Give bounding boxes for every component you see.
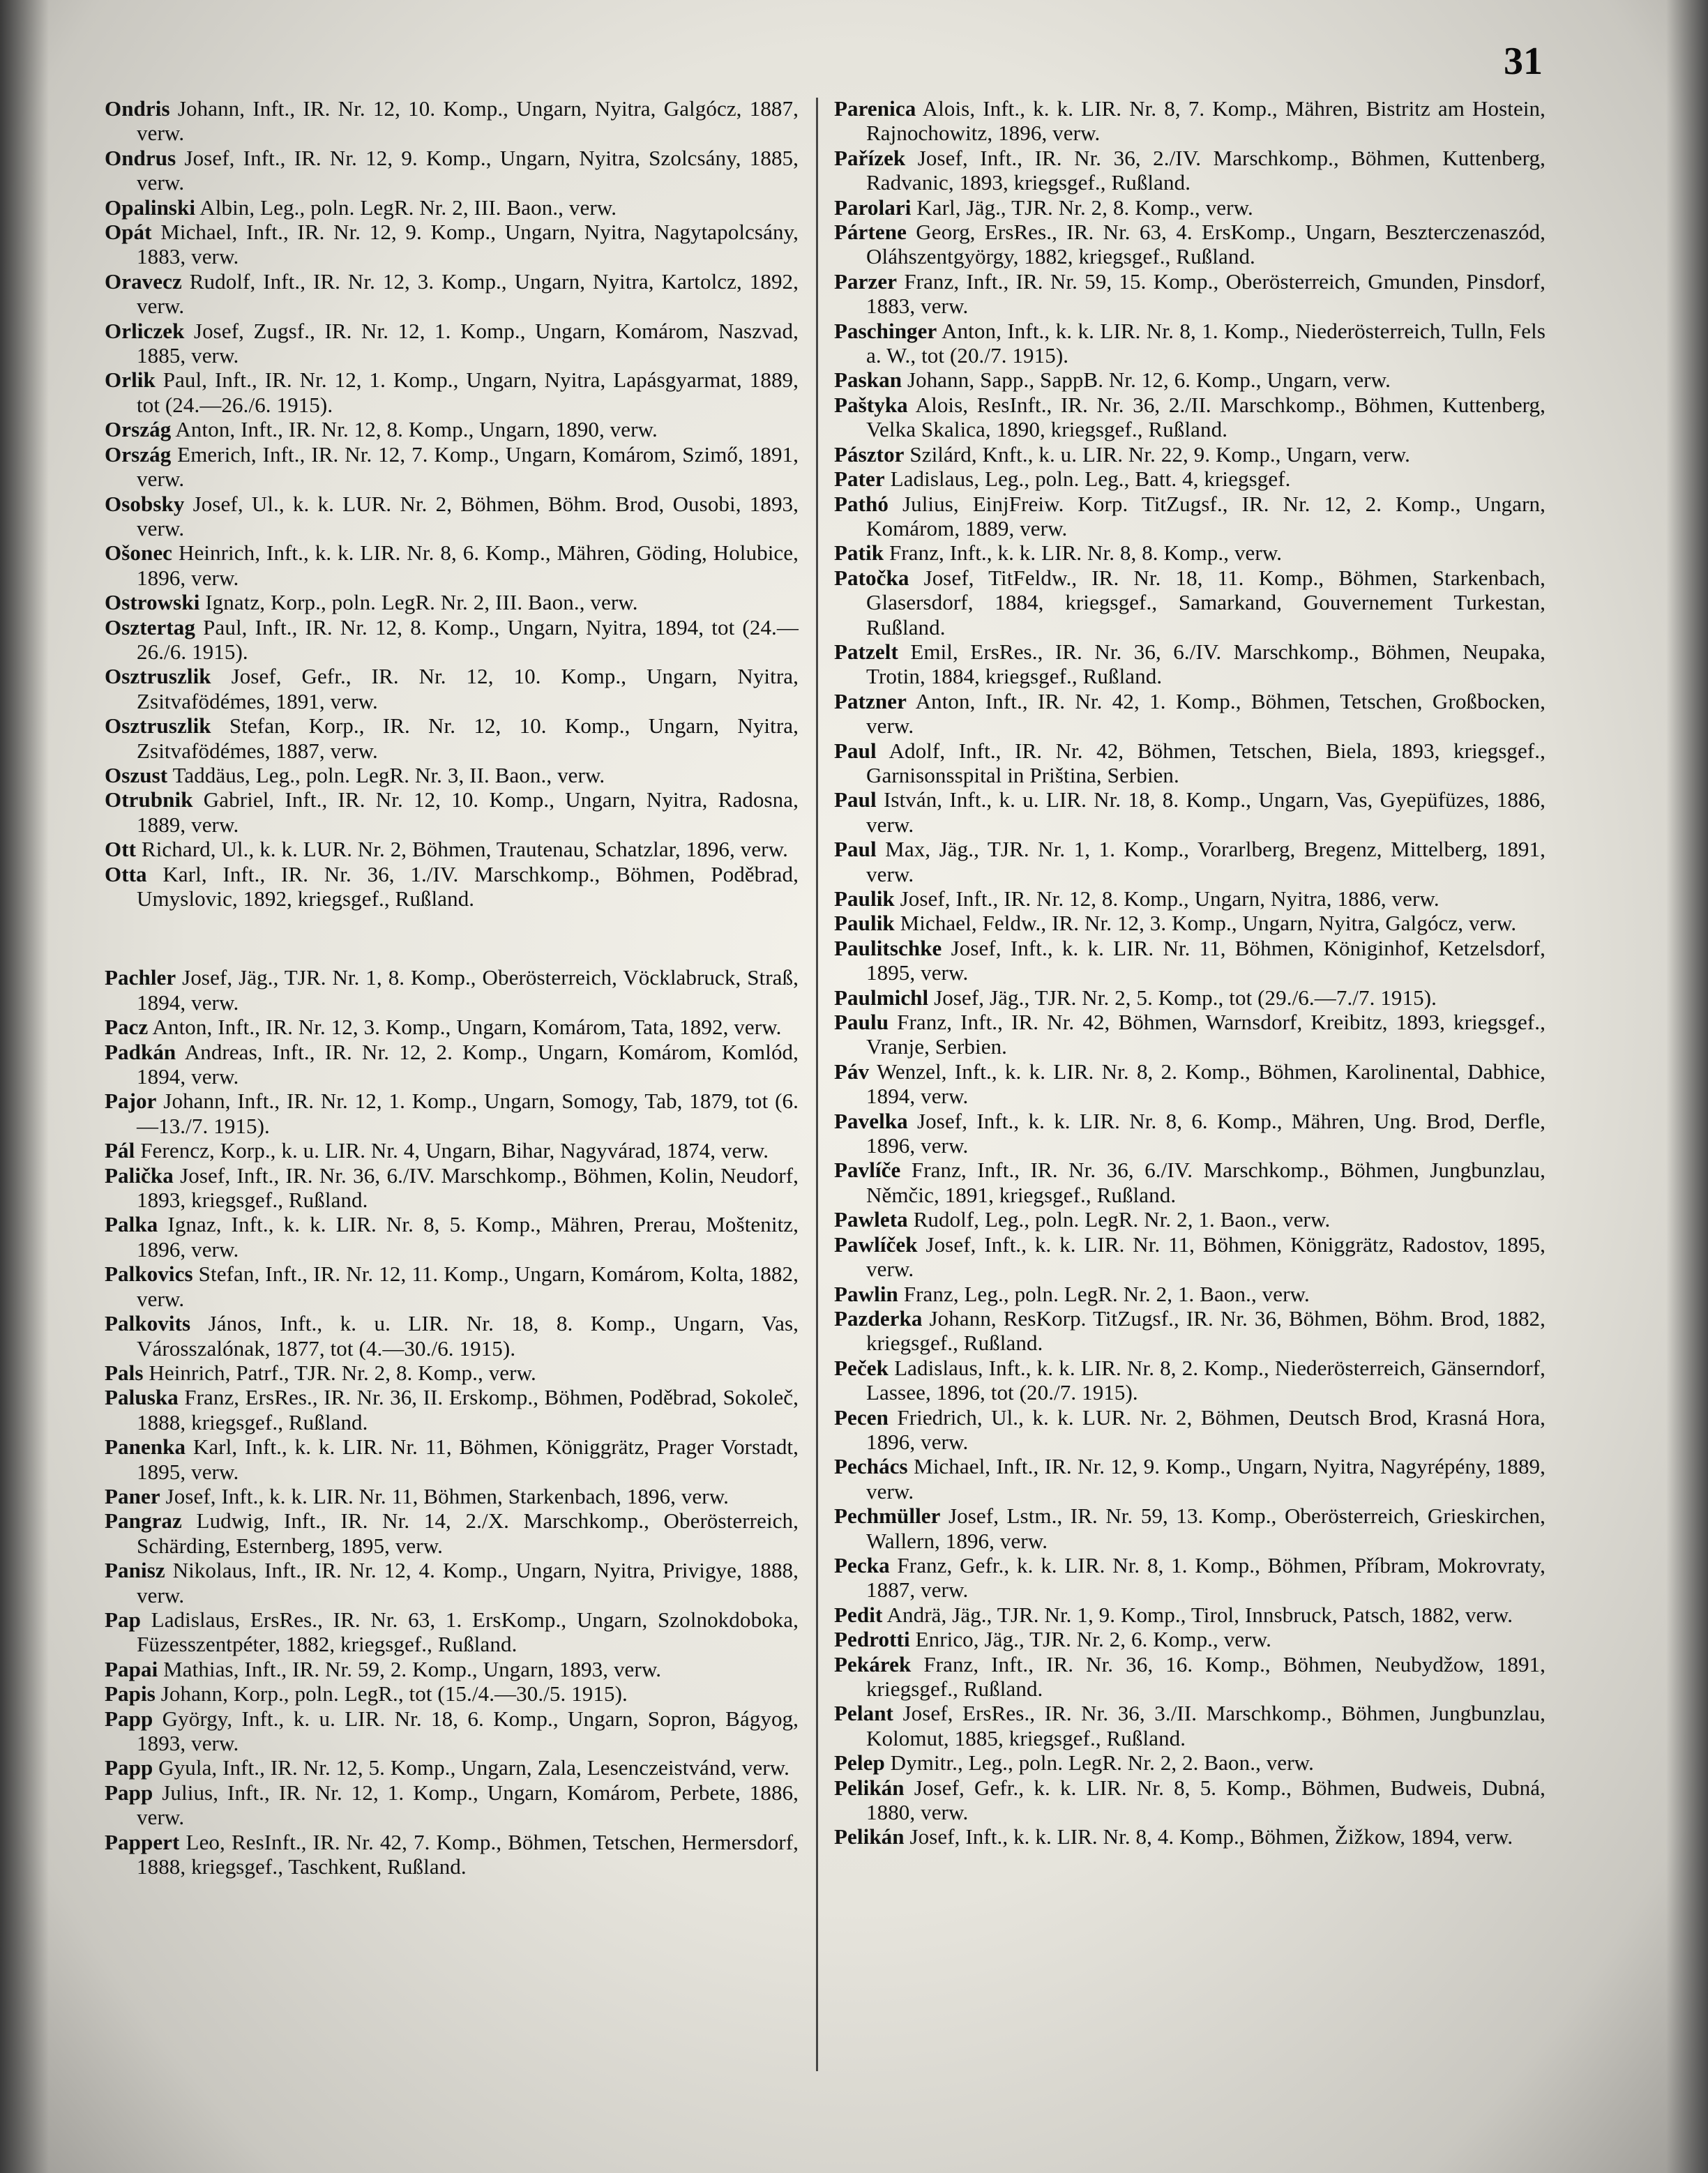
casualty-entry	[105, 1681, 799, 1706]
casualty-entry	[105, 195, 799, 220]
casualty-entry	[834, 1824, 1545, 1849]
casualty-entry	[834, 1775, 1545, 1825]
casualty-entry	[105, 1780, 799, 1830]
entry-surname: Pals	[105, 1360, 144, 1385]
casualty-entry	[834, 1627, 1545, 1651]
entry-surname: Osztruszlik	[105, 713, 211, 739]
casualty-entry	[834, 566, 1545, 639]
entry-details: Josef, Inft., IR. Nr. 12, 8. Komp., Ungarn, Nyitra, 1886, verw.	[894, 886, 1439, 911]
entry-surname: Ondrus	[105, 145, 176, 170]
entry-details: Anton, Inft., IR. Nr. 42, 1. Komp., Böhmen, Tetschen, Großbocken, verw.	[866, 688, 1545, 739]
entry-surname: Pařízek	[834, 145, 906, 170]
entry-surname: Opát	[105, 220, 152, 245]
entry-details: Richard, Ul., k. k. LUR. Nr. 2, Böhmen, Trautenau, Schatzlar, 1896, verw.	[136, 837, 788, 862]
entry-details: Rudolf, Inft., IR. Nr. 12, 3. Komp., Ungarn, Nyitra, Kartolcz, 1892, verw.	[137, 268, 799, 319]
entry-surname: Pásztor	[834, 441, 905, 467]
entry-details: Josef, Gefr., IR. Nr. 12, 10. Komp., Ungarn, Nyitra, Zsitvafödémes, 1891, verw.	[137, 664, 799, 713]
casualty-entry	[105, 220, 799, 269]
entry-surname: Papp	[105, 1755, 153, 1780]
entry-details: Josef, Jäg., TJR. Nr. 2, 5. Komp., tot (29./6.—7./7. 1915).	[928, 985, 1437, 1010]
entry-details: Josef, Inft., k. k. LIR. Nr. 11, Böhmen, Starkenbach, 1896, verw.	[160, 1483, 730, 1508]
casualty-entry	[105, 1706, 799, 1756]
entry-details: Ladislaus, ErsRes., IR. Nr. 63, 1. ErsKomp., Ungarn, Szolnokdoboka, Füzesszentpéter, 1882, kriegsgef., Rußland.	[137, 1607, 799, 1657]
entry-surname: Pelikán	[834, 1775, 905, 1800]
entry-details: Ladislaus, Leg., poln. Leg., Batt. 4, kriegsgef.	[884, 467, 1291, 492]
entry-details: Dymitr., Leg., poln. LegR. Nr. 2, 2. Baon., verw.	[884, 1750, 1314, 1775]
entry-details: Johann, Sapp., SappB. Nr. 12, 6. Komp., Ungarn, verw.	[902, 368, 1391, 393]
casualty-entry	[105, 787, 799, 837]
entry-surname: Otrubnik	[105, 787, 193, 812]
entry-surname: Pechács	[834, 1454, 908, 1479]
casualty-entry	[105, 269, 799, 319]
entry-surname: Pap	[105, 1607, 141, 1632]
casualty-entry	[834, 442, 1545, 467]
entry-surname: Pavelka	[834, 1108, 908, 1133]
casualty-entry	[834, 540, 1545, 565]
casualty-entry	[105, 713, 799, 763]
entry-details: Gyula, Inft., IR. Nr. 12, 5. Komp., Ungarn, Zala, Lesenczeistvánd, verw.	[153, 1755, 789, 1780]
page-number: 31	[1504, 40, 1543, 83]
casualty-entry	[834, 639, 1545, 689]
entry-details: Andrä, Jäg., TJR. Nr. 1, 9. Komp., Tirol, Innsbruck, Patsch, 1882, verw.	[882, 1602, 1513, 1627]
casualty-entry	[834, 1356, 1545, 1405]
casualty-entry	[105, 146, 799, 195]
casualty-entry	[105, 1311, 799, 1361]
entry-surname: Ondris	[105, 96, 170, 121]
entry-details: Karl, Inft., k. k. LIR. Nr. 11, Böhmen, Königgrätz, Prager Vorstadt, 1895, verw.	[137, 1434, 799, 1484]
entry-details: Nikolaus, Inft., IR. Nr. 12, 4. Komp., Ungarn, Nyitra, Privigye, 1888, verw.	[137, 1558, 799, 1607]
casualty-entry	[105, 540, 799, 590]
entry-surname: Parenica	[834, 96, 916, 121]
entry-surname: Ošonec	[105, 540, 173, 566]
casualty-entry	[105, 664, 799, 713]
entry-surname: Paulitschke	[834, 935, 942, 960]
entry-surname: Oravecz	[105, 268, 182, 294]
entry-surname: Panenka	[105, 1434, 186, 1460]
entry-details: Josef, Zugsf., IR. Nr. 12, 1. Komp., Ungarn, Komárom, Naszvad, 1885, verw.	[137, 318, 799, 368]
entry-surname: Palka	[105, 1212, 158, 1237]
casualty-entry	[105, 1755, 799, 1780]
entry-surname: Pangraz	[105, 1508, 182, 1534]
casualty-entry	[834, 886, 1545, 911]
entry-surname: Ott	[105, 837, 137, 862]
entry-details: Karl, Inft., IR. Nr. 36, 1./IV. Marschkomp., Böhmen, Poděbrad, Umyslovic, 1892, kriegsgef., Rußland.	[137, 861, 799, 911]
entry-details: Julius, EinjFreiw. Korp. TitZugsf., IR. Nr. 12, 2. Komp., Ungarn, Komárom, 1889, verw.	[866, 491, 1545, 540]
entry-details: Josef, TitFeldw., IR. Nr. 18, 11. Komp., Böhmen, Starkenbach, Glasersdorf, 1884, kriegsgef., Samarkand, Gouvernement Turkestan, Rußland.	[866, 565, 1545, 639]
casualty-entry	[105, 615, 799, 665]
casualty-entry	[105, 1607, 799, 1657]
entry-details: Franz, Gefr., k. k. LIR. Nr. 8, 1. Komp., Böhmen, Příbram, Mokrovraty, 1887, verw.	[866, 1552, 1545, 1603]
page-edge-shadow-right	[1666, 0, 1708, 2173]
casualty-entry	[834, 319, 1545, 368]
entry-details: Karl, Jäg., TJR. Nr. 2, 8. Komp., verw.	[911, 195, 1253, 220]
entry-details: Stefan, Inft., IR. Nr. 12, 11. Komp., Ungarn, Komárom, Kolta, 1882, verw.	[137, 1262, 799, 1311]
entry-surname: Papp	[105, 1780, 153, 1805]
casualty-entry	[834, 1232, 1545, 1282]
entry-details: Franz, Inft., k. k. LIR. Nr. 8, 8. Komp., verw.	[884, 540, 1283, 566]
casualty-entry	[834, 837, 1545, 886]
entry-surname: Ostrowski	[105, 590, 200, 615]
casualty-entry	[834, 146, 1545, 195]
entry-details: Franz, Inft., IR. Nr. 42, Böhmen, Warnsdorf, Kreibitz, 1893, kriegsgef., Vranje, Serbien.	[866, 1010, 1545, 1059]
entry-details: Friedrich, Ul., k. k. LUR. Nr. 2, Böhmen, Deutsch Brod, Krasná Hora, 1896, verw.	[866, 1404, 1545, 1454]
entry-details: Anton, Inft., k. k. LIR. Nr. 8, 1. Komp., Niederösterreich, Tulln, Fels a. W., tot (20./7. 1915).	[866, 318, 1545, 368]
entry-details: Josef, Inft., k. k. LIR. Nr. 11, Böhmen, Königinhof, Ketzelsdorf, 1895, verw.	[866, 935, 1545, 985]
entry-surname: Pedrotti	[834, 1627, 910, 1652]
page-edge-shadow-left	[0, 0, 49, 2173]
casualty-entry	[105, 1361, 799, 1385]
casualty-entry	[834, 1306, 1545, 1356]
casualty-entry	[834, 1701, 1545, 1750]
right-column	[834, 96, 1545, 1849]
entry-surname: Pazderka	[834, 1305, 923, 1331]
entry-surname: Papis	[105, 1681, 156, 1706]
entry-details: Josef, Gefr., k. k. LIR. Nr. 8, 5. Komp., Böhmen, Budweis, Dubná, 1880, verw.	[866, 1775, 1545, 1825]
entry-details: Taddäus, Leg., poln. LegR. Nr. 3, II. Baon., verw.	[167, 762, 605, 787]
casualty-entry	[105, 1508, 799, 1558]
entry-surname: Patočka	[834, 565, 909, 590]
entry-details: Andreas, Inft., IR. Nr. 12, 2. Komp., Ungarn, Komárom, Komlód, 1894, verw.	[137, 1039, 799, 1089]
casualty-entry	[834, 467, 1545, 491]
entry-details: Michael, Feldw., IR. Nr. 12, 3. Komp., Ungarn, Nyitra, Galgócz, verw.	[894, 911, 1517, 936]
casualty-entry	[105, 1657, 799, 1681]
entry-surname: Pajor	[105, 1089, 157, 1114]
casualty-entry	[105, 1212, 799, 1262]
entry-surname: Pelep	[834, 1750, 885, 1775]
entry-surname: Pappert	[105, 1829, 180, 1854]
column-divider	[816, 98, 818, 2071]
casualty-entry	[105, 1830, 799, 1879]
entry-details: Franz, Leg., poln. LegR. Nr. 2, 1. Baon., verw.	[898, 1281, 1310, 1306]
entry-details: Paul, Inft., IR. Nr. 12, 8. Komp., Ungarn, Nyitra, 1894, tot (24.—26./6. 1915).	[137, 614, 799, 664]
entry-surname: Palkovits	[105, 1311, 191, 1336]
entry-surname: Pál	[105, 1138, 135, 1163]
entry-details: Josef, ErsRes., IR. Nr. 36, 3./II. Marschkomp., Böhmen, Jungbunzlau, Kolomut, 1885, kriegsgef., Rußland.	[866, 1701, 1545, 1750]
casualty-entry	[834, 1059, 1545, 1109]
entry-surname: Oszust	[105, 762, 168, 787]
entry-surname: Panisz	[105, 1558, 165, 1583]
entry-surname: Patik	[834, 540, 884, 566]
casualty-entry	[834, 1207, 1545, 1232]
casualty-entry	[105, 1262, 799, 1311]
entry-surname: Papai	[105, 1656, 158, 1681]
casualty-entry	[834, 787, 1545, 837]
casualty-entry	[834, 1109, 1545, 1158]
casualty-entry	[834, 936, 1545, 985]
entry-surname: Paulu	[834, 1010, 889, 1035]
casualty-entry	[834, 1504, 1545, 1553]
entry-details: Franz, ErsRes., IR. Nr. 36, II. Erskomp., Böhmen, Poděbrad, Sokoleč, 1888, kriegsgef., Rußland.	[137, 1385, 799, 1434]
casualty-entry	[834, 195, 1545, 220]
entry-details: Paul, Inft., IR. Nr. 12, 1. Komp., Ungarn, Nyitra, Lapásgyarmat, 1889, tot (24.—26./6. 1915).	[137, 368, 799, 417]
casualty-entry	[834, 1010, 1545, 1059]
entry-surname: Otta	[105, 861, 147, 886]
entry-details: Szilárd, Knft., k. u. LIR. Nr. 22, 9. Komp., Ungarn, verw.	[904, 441, 1410, 467]
entry-details: Johann, Inft., IR. Nr. 12, 10. Komp., Ungarn, Nyitra, Galgócz, 1887, verw.	[137, 96, 799, 146]
casualty-entry	[105, 1558, 799, 1607]
entry-surname: Pechmüller	[834, 1504, 941, 1529]
entry-surname: Pártene	[834, 220, 907, 245]
entry-details: Stefan, Korp., IR. Nr. 12, 10. Komp., Ungarn, Nyitra, Zsitvafödémes, 1887, verw.	[137, 713, 799, 763]
entry-details: Ferencz, Korp., k. u. LIR. Nr. 4, Ungarn, Bihar, Nagyvárad, 1874, verw.	[135, 1138, 769, 1163]
entry-details: Josef, Inft., IR. Nr. 36, 2./IV. Marschkomp., Böhmen, Kuttenberg, Radvanic, 1893, kriegsgef., Rußland.	[866, 145, 1545, 195]
entry-details: Max, Jäg., TJR. Nr. 1, 1. Komp., Vorarlberg, Bregenz, Mittelberg, 1891, verw.	[866, 837, 1545, 886]
entry-details: Josef, Inft., k. k. LIR. Nr. 11, Böhmen, Königgrätz, Radostov, 1895, verw.	[866, 1232, 1545, 1282]
entry-details: Josef, Lstm., IR. Nr. 59, 13. Komp., Oberösterreich, Grieskirchen, Wallern, 1896, verw.	[866, 1504, 1545, 1553]
entry-surname: Paner	[105, 1483, 160, 1508]
casualty-entry	[105, 965, 799, 1015]
casualty-entry	[105, 1089, 799, 1138]
casualty-entry	[834, 492, 1545, 541]
entry-surname: Pavlíče	[834, 1158, 901, 1183]
casualty-entry	[834, 1158, 1545, 1207]
entry-details: Georg, ErsRes., IR. Nr. 63, 4. ErsKomp., Ungarn, Beszterczenaszód, Oláhszentgyörgy, 1882, kriegsgef., Rußland.	[866, 220, 1545, 269]
entry-surname: Pacz	[105, 1015, 149, 1040]
entry-details: Anton, Inft., IR. Nr. 12, 8. Komp., Ungarn, 1890, verw.	[171, 417, 658, 442]
left-column	[105, 96, 799, 1879]
entry-surname: Pater	[834, 467, 885, 492]
casualty-entry	[105, 1040, 799, 1089]
entry-surname: Pecen	[834, 1404, 889, 1430]
casualty-entry	[105, 319, 799, 368]
casualty-entry	[834, 1454, 1545, 1504]
entry-details: Gabriel, Inft., IR. Nr. 12, 10. Komp., Ungarn, Nyitra, Radosna, 1889, verw.	[137, 787, 799, 837]
casualty-entry	[105, 763, 799, 787]
entry-details: Heinrich, Inft., k. k. LIR. Nr. 8, 6. Komp., Mähren, Göding, Holubice, 1896, verw.	[137, 540, 799, 590]
casualty-entry	[834, 269, 1545, 319]
entry-surname: Pedit	[834, 1602, 883, 1627]
entry-details: István, Inft., k. u. LIR. Nr. 18, 8. Komp., Ungarn, Vas, Gyepüfüzes, 1886, verw.	[866, 787, 1545, 837]
entry-details: Alois, ResInft., IR. Nr. 36, 2./II. Marschkomp., Böhmen, Kuttenberg, Velka Skalica, 1890, kriegsgef., Rußland.	[866, 392, 1545, 442]
entry-details: Ludwig, Inft., IR. Nr. 14, 2./X. Marschkomp., Oberösterreich, Schärding, Esternberg, 1895, verw.	[137, 1508, 799, 1558]
entry-details: Franz, Inft., IR. Nr. 36, 16. Komp., Böhmen, Neubydžow, 1891, kriegsgef., Rußland.	[866, 1651, 1545, 1701]
entry-details: Ignatz, Korp., poln. LegR. Nr. 2, III. Baon., verw.	[199, 590, 638, 615]
casualty-entry	[834, 689, 1545, 739]
casualty-entry	[834, 1652, 1545, 1702]
entry-surname: Paschinger	[834, 318, 937, 343]
entry-details: Wenzel, Inft., k. k. LIR. Nr. 8, 2. Komp., Böhmen, Karolinental, Dabhice, 1894, verw.	[866, 1059, 1545, 1109]
casualty-entry	[834, 1405, 1545, 1455]
entry-surname: Orlik	[105, 368, 156, 393]
entry-surname: Páv	[834, 1059, 870, 1084]
entry-surname: Ország	[105, 441, 172, 467]
casualty-entry	[105, 590, 799, 614]
entry-details: Michael, Inft., IR. Nr. 12, 9. Komp., Ungarn, Nyitra, Nagyrépény, 1889, verw.	[866, 1454, 1545, 1504]
casualty-entry	[105, 1138, 799, 1163]
entry-details: Alois, Inft., k. k. LIR. Nr. 8, 7. Komp., Mähren, Bistritz am Hostein, Rajnochowitz, 1896, verw.	[866, 96, 1545, 146]
entry-details: Anton, Inft., IR. Nr. 12, 3. Komp., Ungarn, Komárom, Tata, 1892, verw.	[148, 1015, 782, 1040]
entry-surname: Paštyka	[834, 392, 908, 417]
entry-surname: Osztertag	[105, 614, 196, 639]
entry-surname: Palička	[105, 1163, 174, 1188]
entry-surname: Paul	[834, 787, 877, 812]
entry-surname: Parzer	[834, 268, 898, 294]
casualty-entry	[834, 1553, 1545, 1603]
entry-surname: Pelant	[834, 1701, 893, 1726]
entry-surname: Paskan	[834, 368, 902, 393]
casualty-entry	[105, 1434, 799, 1484]
casualty-entry	[105, 1015, 799, 1039]
entry-details: Heinrich, Patrf., TJR. Nr. 2, 8. Komp., verw.	[143, 1360, 536, 1385]
entry-details: Michael, Inft., IR. Nr. 12, 9. Komp., Ungarn, Nyitra, Nagytapolcsány, 1883, verw.	[137, 220, 799, 269]
entry-surname: Peček	[834, 1355, 889, 1380]
entry-details: János, Inft., k. u. LIR. Nr. 18, 8. Komp., Ungarn, Vas, Városszalónak, 1877, tot (4.—30./6. 1915).	[137, 1311, 799, 1361]
casualty-entry	[105, 862, 799, 911]
entry-details: Johann, Korp., poln. LegR., tot (15./4.—30./5. 1915).	[155, 1681, 628, 1706]
entry-details: Mathias, Inft., IR. Nr. 59, 2. Komp., Ungarn, 1893, verw.	[158, 1656, 662, 1681]
entry-details: Johann, ResKorp. TitZugsf., IR. Nr. 36, Böhmen, Böhm. Brod, 1882, kriegsgef., Rußland.	[866, 1305, 1545, 1356]
entry-surname: Paulik	[834, 911, 895, 936]
casualty-entry	[834, 220, 1545, 269]
casualty-entry	[105, 1484, 799, 1508]
entry-surname: Pekárek	[834, 1651, 912, 1676]
entry-surname: Paulik	[834, 886, 895, 911]
entry-details: Josef, Inft., IR. Nr. 12, 9. Komp., Ungarn, Nyitra, Szolcsány, 1885, verw.	[137, 145, 799, 195]
entry-surname: Pachler	[105, 965, 176, 990]
casualty-entry	[834, 1750, 1545, 1775]
entry-details: Josef, Inft., k. k. LIR. Nr. 8, 6. Komp., Mähren, Ung. Brod, Derfle, 1896, verw.	[866, 1108, 1545, 1158]
casualty-entry	[834, 368, 1545, 392]
entry-surname: Pelikán	[834, 1824, 905, 1849]
casualty-entry	[834, 739, 1545, 788]
entry-details: György, Inft., k. u. LIR. Nr. 18, 6. Komp., Ungarn, Sopron, Bágyog, 1893, verw.	[137, 1706, 799, 1755]
casualty-entry	[105, 1163, 799, 1213]
entry-details: Josef, Ul., k. k. LUR. Nr. 2, Böhmen, Böhm. Brod, Ousobi, 1893, verw.	[137, 491, 799, 540]
casualty-entry	[105, 1385, 799, 1434]
entry-surname: Paul	[834, 738, 877, 763]
entry-surname: Patzelt	[834, 639, 898, 664]
entry-surname: Ország	[105, 417, 172, 442]
entry-surname: Pawlin	[834, 1281, 898, 1306]
casualty-entry	[105, 96, 799, 146]
entry-surname: Orliczek	[105, 318, 185, 343]
entry-details: Rudolf, Leg., poln. LegR. Nr. 2, 1. Baon., verw.	[907, 1207, 1331, 1232]
entry-surname: Pathó	[834, 491, 889, 516]
entry-details: Franz, Inft., IR. Nr. 36, 6./IV. Marschkomp., Böhmen, Jungbunzlau, Němčic, 1891, kriegsgef., Rußland.	[866, 1158, 1545, 1207]
casualty-entry	[105, 492, 799, 541]
entry-surname: Patzner	[834, 688, 907, 713]
entry-surname: Opalinski	[105, 195, 196, 220]
entry-surname: Parolari	[834, 195, 912, 220]
casualty-entry	[105, 442, 799, 492]
entry-details: Leo, ResInft., IR. Nr. 42, 7. Komp., Böhmen, Tetschen, Hermersdorf, 1888, kriegsgef., Taschkent, Rußland.	[137, 1829, 799, 1879]
entry-surname: Pawlíček	[834, 1232, 918, 1257]
entry-details: Ladislaus, Inft., k. k. LIR. Nr. 8, 2. Komp., Niederösterreich, Gänserndorf, Lassee, 1896, tot (20./7. 1915).	[866, 1355, 1545, 1405]
entry-surname: Paluska	[105, 1385, 179, 1410]
casualty-entry	[105, 837, 799, 861]
entry-details: Josef, Jäg., TJR. Nr. 1, 8. Komp., Oberösterreich, Vöcklabruck, Straß, 1894, verw.	[137, 965, 799, 1015]
entry-surname: Papp	[105, 1706, 153, 1731]
entry-surname: Paulmichl	[834, 985, 929, 1010]
casualty-entry	[834, 1282, 1545, 1306]
casualty-entry	[105, 417, 799, 441]
entry-details: Enrico, Jäg., TJR. Nr. 2, 6. Komp., verw.	[909, 1627, 1271, 1652]
entry-details: Adolf, Inft., IR. Nr. 42, Böhmen, Tetschen, Biela, 1893, kriegsgef., Garnisonsspital in Priština, Serbien.	[866, 738, 1545, 787]
entry-details: Emil, ErsRes., IR. Nr. 36, 6./IV. Marschkomp., Böhmen, Neupaka, Trotin, 1884, kriegsgef., Rußland.	[866, 639, 1545, 689]
entry-details: Josef, Inft., k. k. LIR. Nr. 8, 4. Komp., Böhmen, Žižkow, 1894, verw.	[904, 1824, 1513, 1849]
entry-details: Ignaz, Inft., k. k. LIR. Nr. 8, 5. Komp., Mähren, Prerau, Moštenitz, 1896, verw.	[137, 1212, 799, 1262]
entry-surname: Pawleta	[834, 1207, 908, 1232]
casualty-entry	[834, 985, 1545, 1010]
entry-details: Franz, Inft., IR. Nr. 59, 15. Komp., Oberösterreich, Gmunden, Pinsdorf, 1883, verw.	[866, 268, 1545, 319]
entry-surname: Padkán	[105, 1039, 176, 1064]
entry-surname: Palkovics	[105, 1262, 193, 1287]
entry-details: Julius, Inft., IR. Nr. 12, 1. Komp., Ungarn, Komárom, Perbete, 1886, verw.	[137, 1780, 799, 1830]
entry-details: Emerich, Inft., IR. Nr. 12, 7. Komp., Ungarn, Komárom, Szimő, 1891, verw.	[137, 441, 799, 492]
casualty-entry	[834, 393, 1545, 442]
section-gap	[105, 911, 799, 965]
casualty-entry	[105, 368, 799, 417]
casualty-entry	[834, 911, 1545, 935]
entry-details: Josef, Inft., IR. Nr. 36, 6./IV. Marschkomp., Böhmen, Kolin, Neudorf, 1893, kriegsgef., Rußland.	[137, 1163, 799, 1213]
entry-surname: Osztruszlik	[105, 664, 211, 689]
entry-surname: Pecka	[834, 1552, 890, 1577]
casualty-entry	[834, 96, 1545, 146]
entry-details: Johann, Inft., IR. Nr. 12, 1. Komp., Ungarn, Somogy, Tab, 1879, tot (6.—13./7. 1915).	[137, 1089, 799, 1138]
entry-details: Albin, Leg., poln. LegR. Nr. 2, III. Baon., verw.	[195, 195, 617, 220]
casualty-entry	[834, 1603, 1545, 1627]
entry-surname: Osobsky	[105, 491, 185, 516]
entry-surname: Paul	[834, 837, 877, 862]
